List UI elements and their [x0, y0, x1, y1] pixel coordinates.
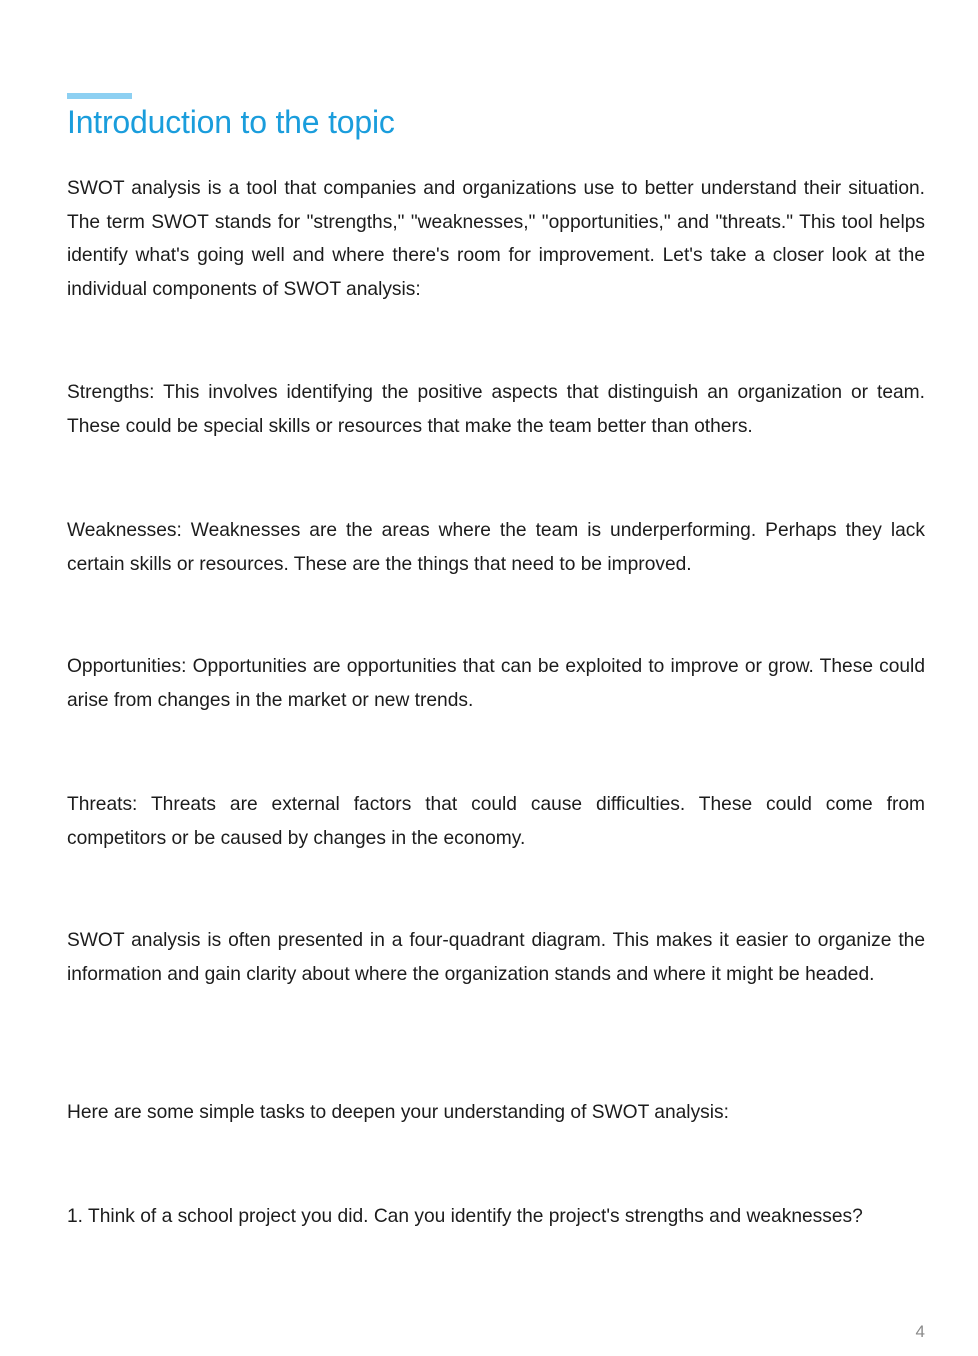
- strengths-paragraph: Strengths: This involves identifying the positive aspects that distinguish an organization or team. These could be special skills or resources that make the team better than others.: [67, 382, 925, 437]
- task-item-1: 1. Think of a school project you did. Can you identify the project's strengths and weaknesses?: [67, 1206, 863, 1227]
- title-accent-bar: [67, 93, 132, 99]
- section-title: Introduction to the topic: [67, 104, 395, 140]
- intro-paragraph: SWOT analysis is a tool that companies and organizations use to better understand their situation. The term SWOT stands for "strengths," "weaknesses," "opportunities," and "threats." This tool helps identify what's going well and where there's room for improvement. Let's take a closer look at the individual components of SWOT analysis:: [67, 178, 925, 300]
- page-number: 4: [915, 1322, 925, 1341]
- opportunities-paragraph: Opportunities: Opportunities are opportunities that can be exploited to improve or grow. These could arise from changes in the market or new trends.: [67, 656, 925, 711]
- weaknesses-paragraph: Weaknesses: Weaknesses are the areas where the team is underperforming. Perhaps they lack certain skills or resources. These are the things that need to be improved.: [67, 520, 925, 575]
- four-quadrant-paragraph: SWOT analysis is often presented in a four-quadrant diagram. This makes it easier to organize the information and gain clarity about where the organization stands and where it might be headed.: [67, 930, 925, 985]
- threats-paragraph: Threats: Threats are external factors that could cause difficulties. These could come from competitors or be caused by changes in the economy.: [67, 794, 925, 849]
- tasks-intro-paragraph: Here are some simple tasks to deepen your understanding of SWOT analysis:: [67, 1102, 729, 1123]
